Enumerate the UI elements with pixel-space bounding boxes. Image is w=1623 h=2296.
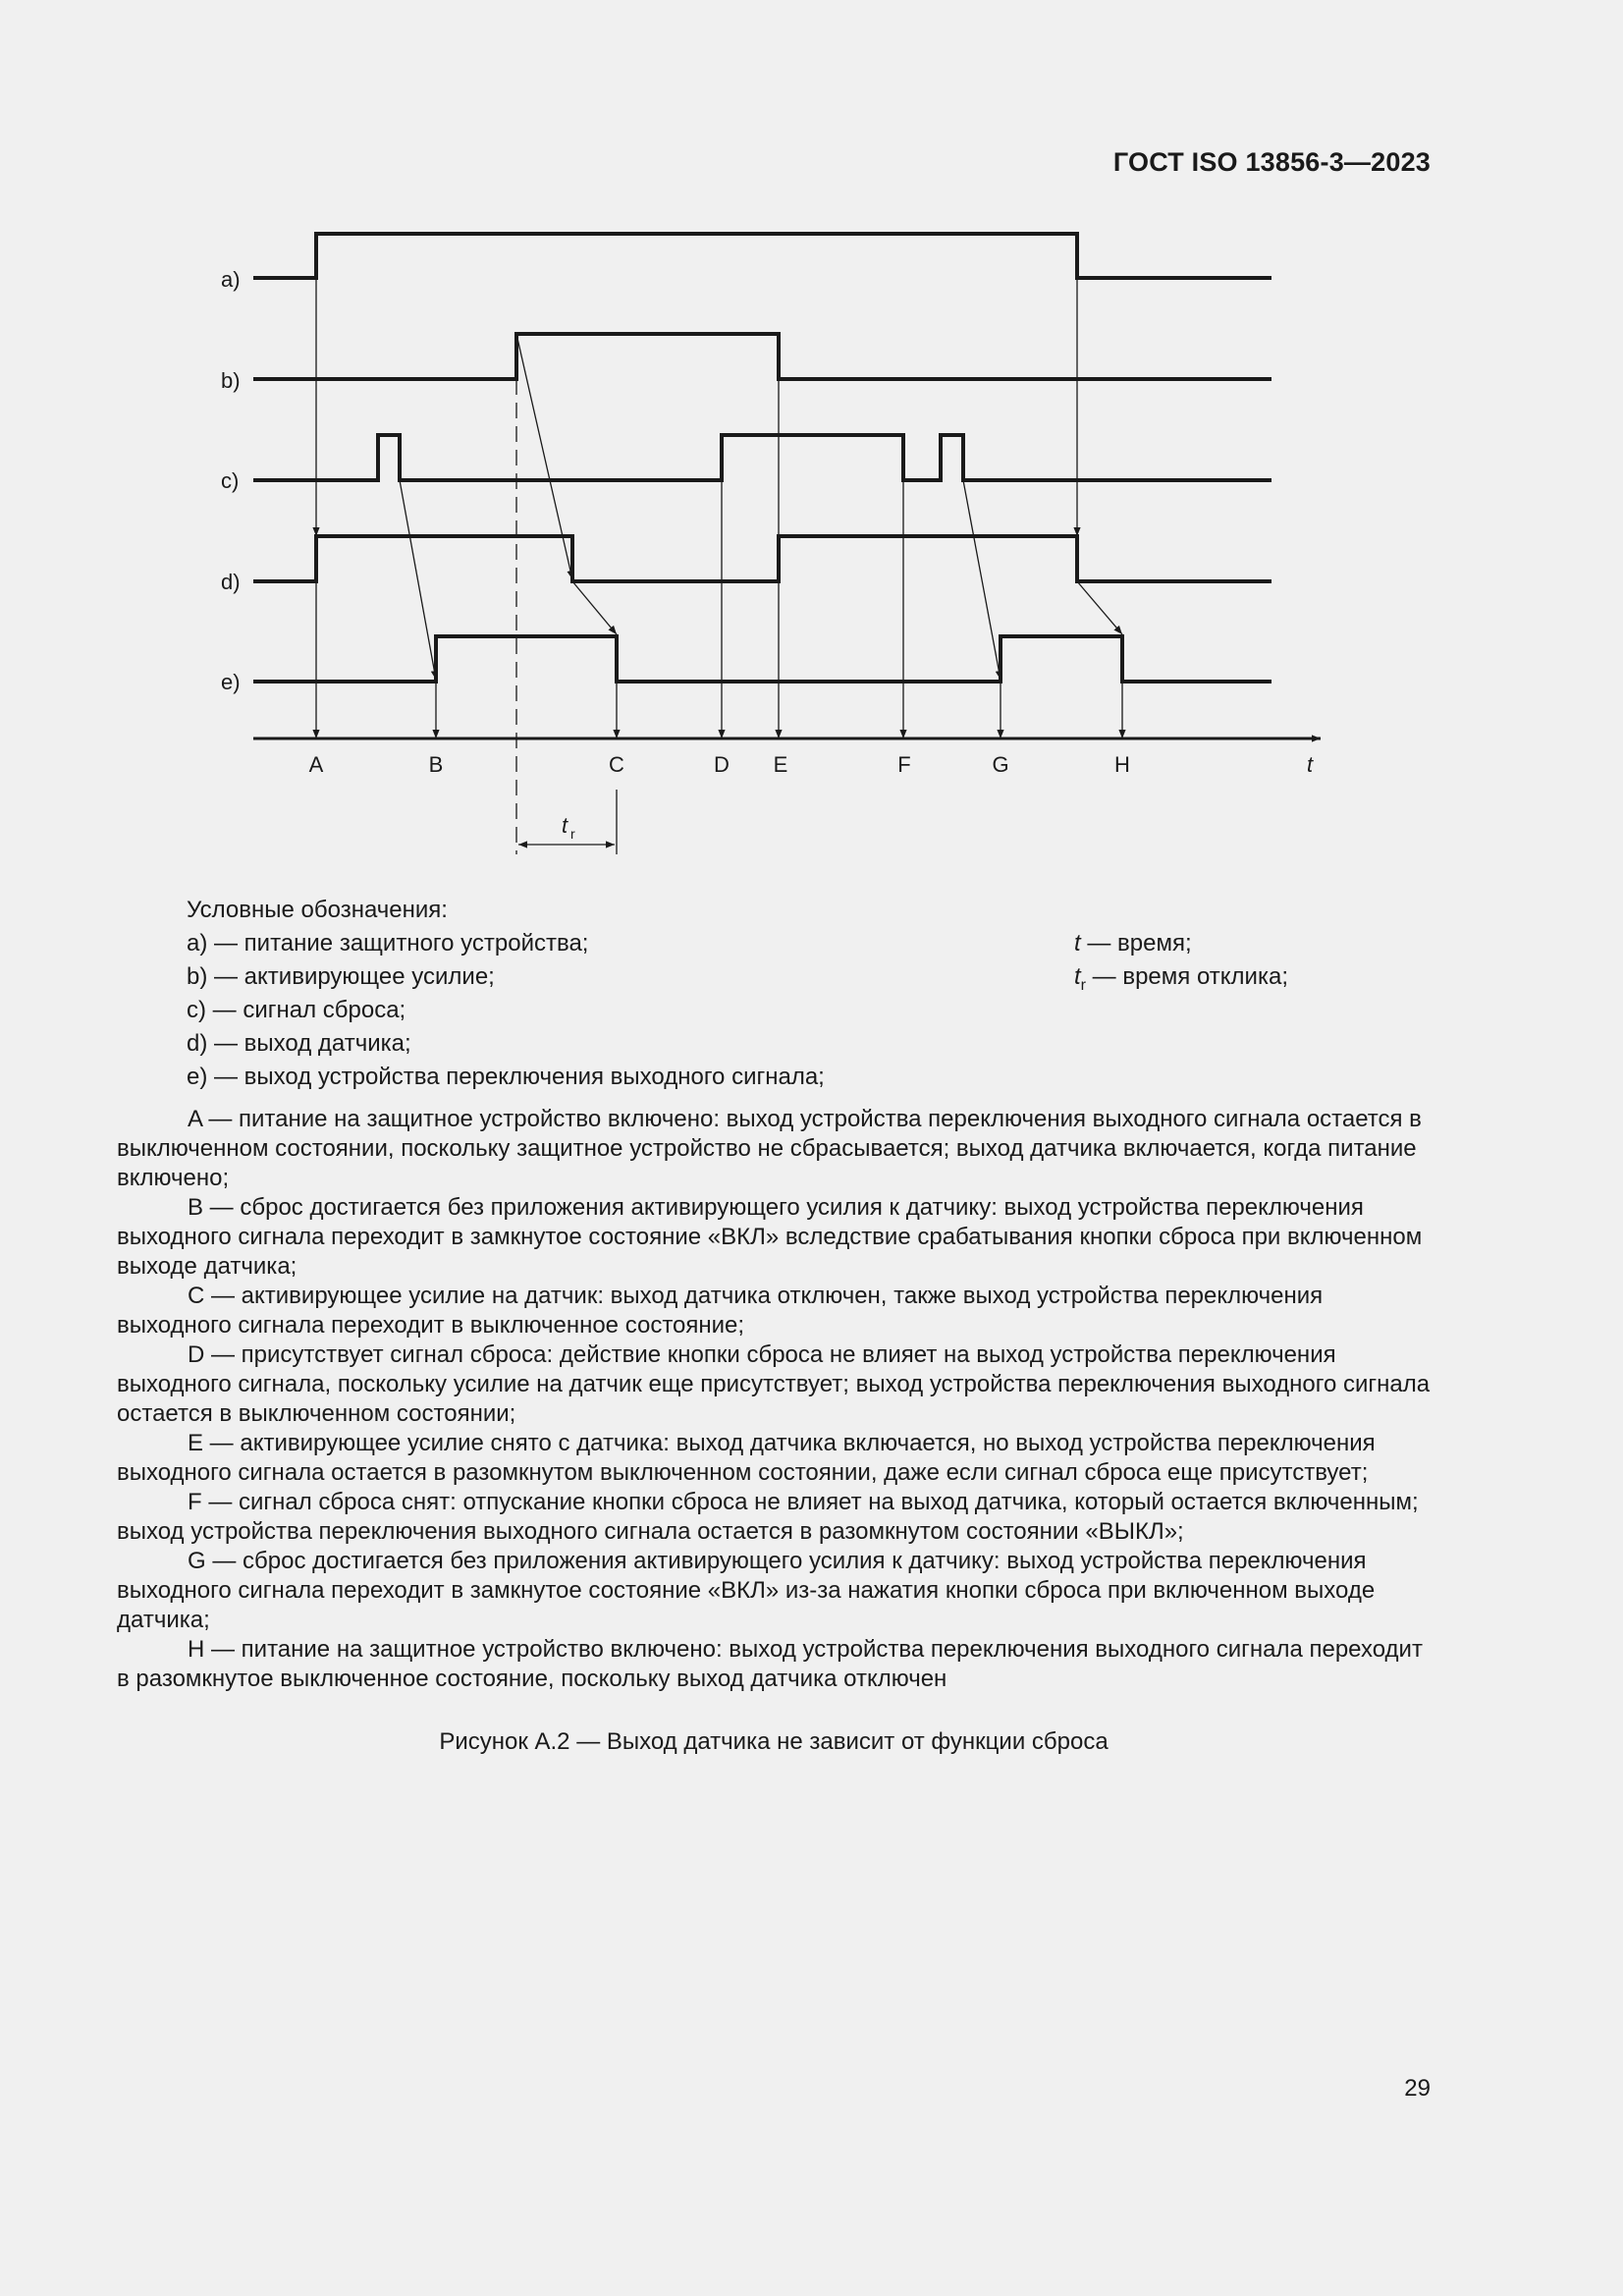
arrow-d-to-e-C xyxy=(572,581,617,634)
waveform-c xyxy=(253,435,1271,480)
legend-item-c: c) — сигнал сброса; xyxy=(187,997,406,1023)
waveform-b xyxy=(253,334,1271,379)
signal-label-c: c) xyxy=(221,468,240,493)
waveform-d xyxy=(253,536,1271,581)
event-label-D: D xyxy=(714,752,730,777)
waveform-e xyxy=(253,636,1271,682)
note-C: C — активирующее усилие на датчик: выход датчика отключен, также выход устройства переключения выходного сигнала переходит в выключенное состояние; xyxy=(117,1283,1324,1339)
waveform-a xyxy=(253,234,1271,278)
tr-label-subscript: r xyxy=(570,826,575,842)
legend-symbols xyxy=(1074,927,1288,1003)
timing-diagram xyxy=(0,0,1623,884)
document-header: ГОСТ ISO 13856-3—2023 xyxy=(1112,147,1431,177)
legend-item-b: b) — активирующее усилие; xyxy=(187,963,495,990)
note-B: B — сброс достигается без приложения активирующего усилия к датчику: выход устройства переключения выходного сигнала переходит в замкнутое состояние «ВКЛ» вследствие срабатывания кнопки сброса при включенном выходе датчика; xyxy=(117,1194,1423,1280)
legend-title: Условные обозначения: xyxy=(187,897,448,923)
event-label-B: B xyxy=(428,752,444,777)
legend-tr-symbol: t xyxy=(1074,963,1081,990)
note-F: F — сигнал сброса снят: отпускание кнопки сброса не влияет на выход датчика, который остается включенным; выход устройства переключения выходного сигнала остается в разомкнутом состоянии «ВЫКЛ»; xyxy=(117,1489,1419,1545)
arrow-c-to-e-G xyxy=(963,480,1001,680)
note-E: E — активирующее усилие снято с датчика: выход датчика включается, но выход устройства переключения выходного сигнала остается в разомкнутом выключенном состоянии, даже если сигнал сброса еще присутствует; xyxy=(117,1430,1376,1486)
note-H: H — питание на защитное устройство включено: выход устройства переключения выходного сигнала переходит в разомкнутое выключенное состояние, поскольку выход датчика отключен xyxy=(117,1636,1423,1692)
signal-label-b: b) xyxy=(221,368,241,393)
event-label-E: E xyxy=(773,752,788,777)
legend-tr-subscript: r xyxy=(1080,976,1086,994)
arrow-b-to-d xyxy=(516,334,572,579)
figure-caption: Рисунок А.2 — Выход датчика не зависит от функции сброса xyxy=(439,1728,1109,1755)
legend-item-d: d) — выход датчика; xyxy=(187,1030,411,1057)
event-label-H: H xyxy=(1114,752,1130,777)
event-label-A: A xyxy=(308,752,324,777)
legend-tr xyxy=(1074,960,1288,1003)
arrow-d-to-e-H xyxy=(1077,581,1122,634)
event-notes xyxy=(117,1105,1433,1694)
arrow-c-to-e-B xyxy=(400,480,436,680)
signal-label-d: d) xyxy=(221,570,241,594)
signal-label-a: a) xyxy=(221,267,241,292)
legend-t-symbol: t xyxy=(1074,930,1081,957)
tr-label: t xyxy=(562,813,568,838)
legend-item-a: a) — питание защитного устройства; xyxy=(187,930,589,957)
note-D: D — присутствует сигнал сброса: действие кнопки сброса не влияет на выход устройства переключения выходного сигнала, поскольку усилие на датчик еще присутствует; выход устройства переключения выходного сигнала остается в выключенном состоянии; xyxy=(117,1341,1431,1427)
signal-label-e: e) xyxy=(221,670,241,694)
note-G: G — сброс достигается без приложения активирующего усилия к датчику: выход устройства переключения выходного сигнала переходит в замкнутое состояние «ВКЛ» из-за нажатия кнопки сброса при включенном выходе датчика; xyxy=(117,1548,1376,1633)
page-number: 29 xyxy=(1404,2075,1431,2102)
legend-t xyxy=(1074,927,1288,960)
legend-tr-text: — время отклика; xyxy=(1086,963,1288,990)
legend xyxy=(187,894,825,1094)
event-label-F: F xyxy=(897,752,911,777)
event-label-C: C xyxy=(609,752,624,777)
note-A: A — питание на защитное устройство включено: выход устройства переключения выходного сигнала остается в выключенном состоянии, поскольку защитное устройство не сбрасывается; выход датчика включается, когда питание включено; xyxy=(117,1106,1422,1191)
axis-label-t: t xyxy=(1307,752,1314,777)
legend-t-text: — время; xyxy=(1080,930,1192,957)
event-label-G: G xyxy=(992,752,1009,777)
legend-item-e: e) — выход устройства переключения выходного сигнала; xyxy=(187,1064,825,1090)
